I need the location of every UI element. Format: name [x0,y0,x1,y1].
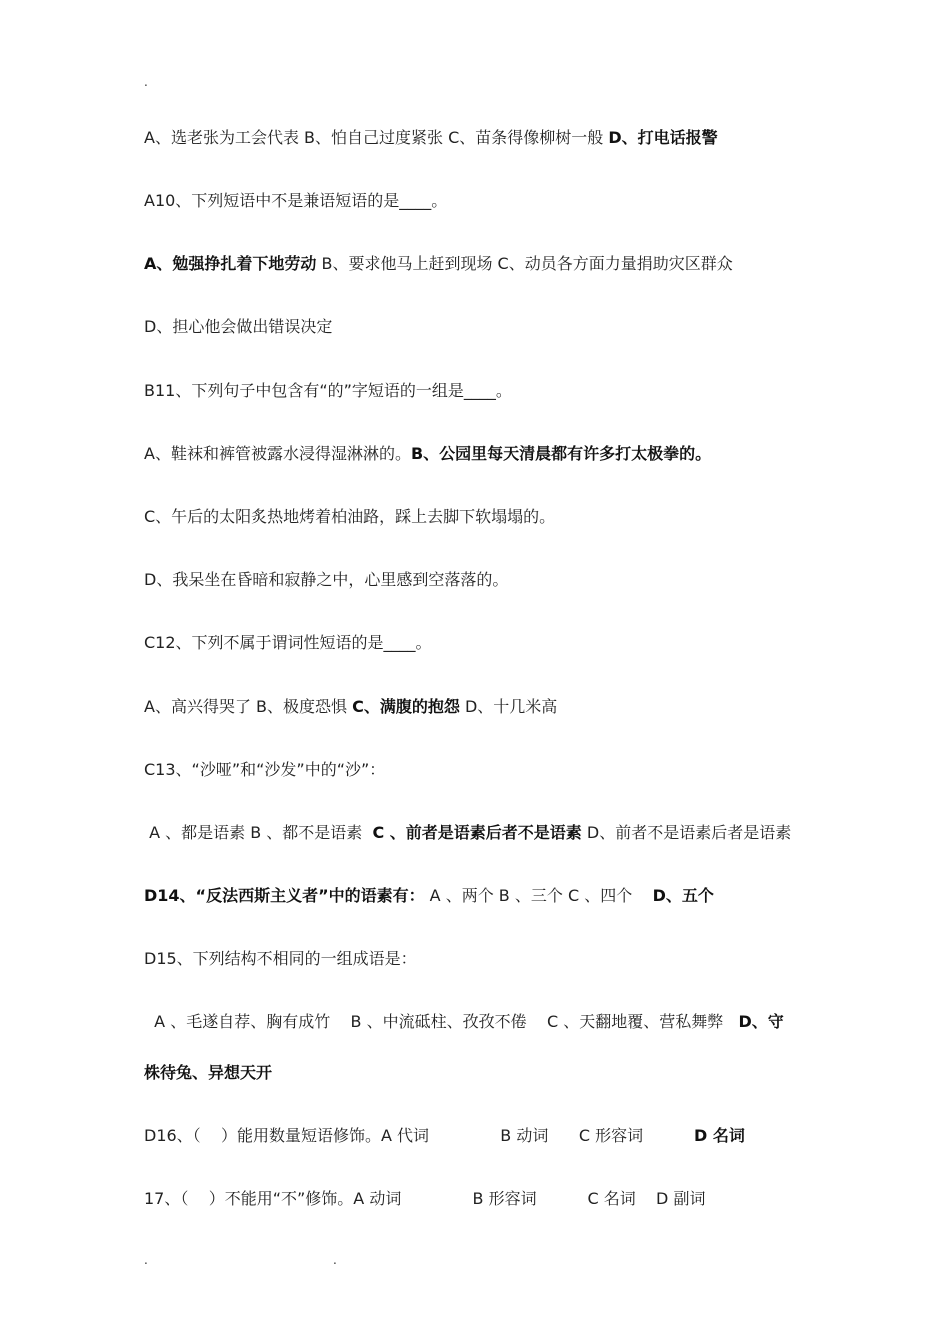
answer-text: 株待兔、异想天开 [144,1063,273,1082]
header-mark: . [144,75,148,89]
question-text: A、高兴得哭了 B、极度恐惧 [144,697,353,716]
text-line [144,632,432,654]
answer-text: C、满腹的抱怨 [352,697,460,716]
text-line [144,885,714,907]
answer-text: B、公园里每天清晨都有许多打太极拳的。 [410,444,712,463]
text-line [144,127,718,149]
text-line [144,380,512,402]
text-line [144,1062,272,1084]
question-text: C13、“沙哑”和“沙发”中的“沙”： [144,760,386,779]
question-text: D16、（ ）能用数量短语修饰。A 代词 B 动词 C 形容词 [144,1126,694,1145]
text-line [144,1125,745,1147]
footer-mark-right: . [333,1253,337,1267]
text-line [144,253,733,275]
question-text: C、午后的太阳炙热地烤着柏油路，踩上去脚下软塌塌的。 [144,507,556,526]
question-text: B、要求他马上赶到现场 C、动员各方面力量捐助灾区群众 [316,254,733,273]
question-text: D15、下列结构不相同的一组成语是： [144,949,417,968]
answer-text: D14、“反法西斯主义者”中的语素有： [144,886,425,905]
answer-text: D、守 [738,1012,784,1031]
answer-text: C 、前者是语素后者不是语素 [372,823,582,842]
question-text: C12、下列不属于谓词性短语的是____。 [144,633,432,652]
question-text: D、前者不是语素后者是语素 [581,823,792,842]
question-text: D、我呆坐在昏暗和寂静之中，心里感到空落落的。 [144,570,509,589]
answer-text: D 名词 [693,1126,745,1145]
question-text: A 、两个 B 、三个 C 、四个 [424,886,653,905]
question-text: D、十几米高 [459,697,558,716]
text-line [144,443,711,465]
text-line [144,948,417,970]
question-text: A、选老张为工会代表 B、怕自己过度紧张 C、苗条得像柳树一般 [144,128,609,147]
footer-mark-left: . [144,1253,148,1267]
question-text: 17、（ ）不能用“不”修饰。A 动词 B 形容词 C 名词 D 副词 [144,1189,706,1208]
question-text: A10、下列短语中不是兼语短语的是____。 [144,191,448,210]
question-text: A、鞋袜和裤管被露水浸得湿淋淋的。 [144,444,411,463]
answer-text: A、勉强挣扎着下地劳动 [144,254,317,273]
text-line [144,316,332,338]
question-text: A 、都是语素 B 、都不是语素 [144,823,373,842]
text-line [144,569,508,591]
answer-text: D、打电话报警 [608,128,718,147]
answer-text: D、五个 [652,886,714,905]
question-text: B11、下列句子中包含有“的”字短语的一组是____。 [144,381,512,400]
text-line [144,759,385,781]
text-line [144,1011,784,1033]
text-line [144,506,555,528]
text-line [144,822,791,844]
question-text: D、担心他会做出错误决定 [144,317,333,336]
text-line [144,1188,705,1210]
question-text: A 、毛遂自荐、胸有成竹 B 、中流砥柱、孜孜不倦 C 、天翻地覆、营私舞弊 [144,1012,739,1031]
text-line [144,696,557,718]
text-line [144,190,447,212]
